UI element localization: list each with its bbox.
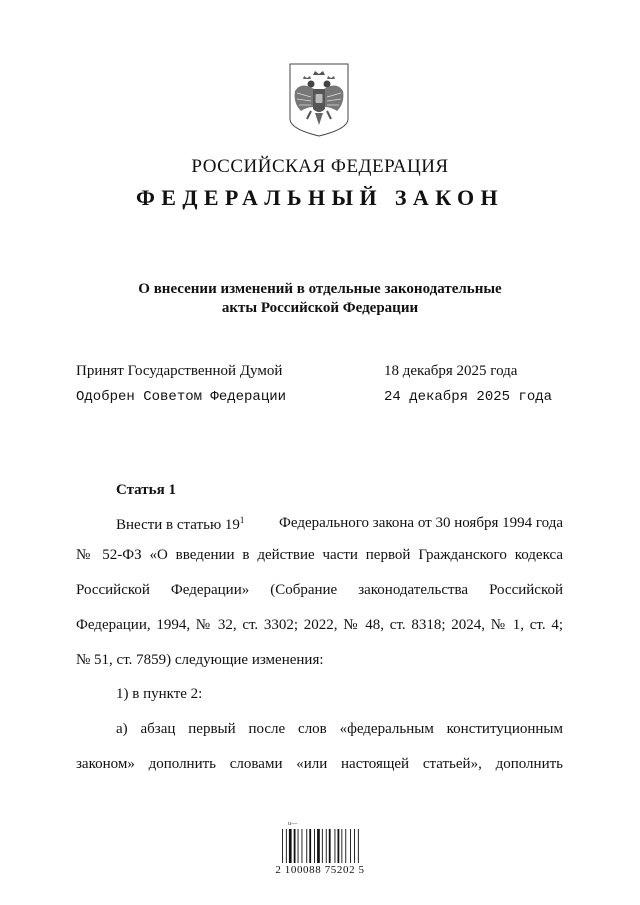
article-line: а) абзац первый после слов «федеральным конституционным xyxy=(116,721,563,737)
barcode-icon xyxy=(280,818,362,864)
law-subject xyxy=(0,280,640,318)
article-title: Статья 1 xyxy=(116,482,176,498)
council-approval-label: Одобрен Советом Федерации xyxy=(76,389,287,405)
superscript: 1 xyxy=(239,515,245,525)
law-subject-line-2: акты Российской Федерации xyxy=(221,300,419,316)
article-text: Федерального закона от 30 ноября 1994 года xyxy=(279,515,563,531)
country-name: РОССИЙСКАЯ ФЕДЕРАЦИЯ xyxy=(191,156,449,177)
duma-adoption-label: Принят Государственной Думой xyxy=(76,363,283,379)
svg-text:ɩɩ—: ɩɩ— xyxy=(288,821,298,827)
duma-adoption-date: 18 декабря 2025 года xyxy=(384,363,518,379)
barcode-number: 2 100088 75202 5 xyxy=(275,864,365,876)
article-line: 1) в пункте 2: xyxy=(116,686,203,702)
law-subject-line-1: О внесении изменений в отдельные законодательные xyxy=(138,281,502,297)
article-line: № 51, ст. 7859) следующие изменения: xyxy=(76,652,324,668)
coat-of-arms-icon xyxy=(287,63,351,137)
article-line-part xyxy=(116,515,244,534)
article-line: № 52-ФЗ «О введении в действие части первой Гражданского кодекса xyxy=(76,547,563,563)
article-text: Внести в статью 19 xyxy=(116,517,240,533)
article-line: законом» дополнить словами «или настоящей статьей», дополнить xyxy=(76,756,563,772)
document-type: ФЕДЕРАЛЬНЫЙ ЗАКОН xyxy=(135,185,505,210)
article-line: Федерации, 1994, № 32, ст. 3302; 2022, № 48, ст. 8318; 2024, № 1, ст. 4; xyxy=(76,617,563,633)
article-line: Российской Федерации» (Собрание законодательства Российской xyxy=(76,582,563,598)
council-approval-date: 24 декабря 2025 года xyxy=(384,389,553,405)
article-line xyxy=(116,515,563,534)
